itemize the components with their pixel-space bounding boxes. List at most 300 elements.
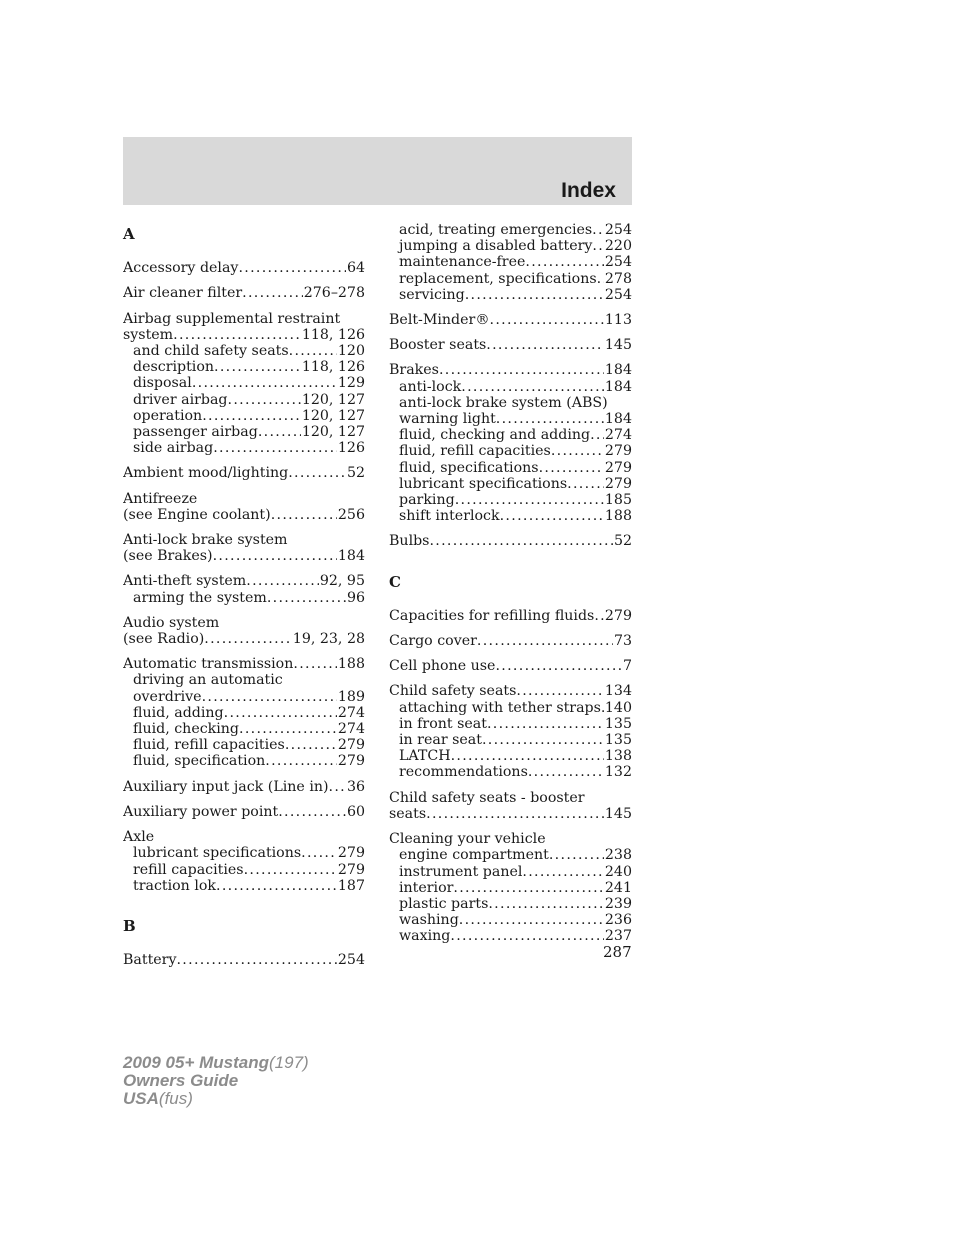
dot-leader: [239, 721, 337, 737]
entry-page-ref: 120, 127: [301, 424, 365, 441]
dot-leader: [461, 379, 604, 395]
entry-label: maintenance-free: [399, 254, 526, 271]
dot-leader: [525, 254, 604, 270]
page-number: 287: [603, 943, 632, 961]
dot-leader: [495, 658, 622, 674]
entry-label: Automatic transmission: [123, 656, 294, 673]
dot-leader: [455, 492, 604, 508]
index-subentry: [389, 912, 632, 928]
entry-page-ref: 240: [604, 863, 632, 880]
index-subentry: [123, 753, 365, 769]
entry-page-ref: 132: [604, 764, 632, 781]
entry-label: fluid, specifications: [399, 459, 539, 476]
index-entry: [123, 573, 365, 605]
index-subentry: [389, 379, 632, 395]
entry-page-ref: 96: [346, 589, 365, 606]
footer-market-code: (fus): [158, 1089, 193, 1108]
footer-guide: Owners Guide: [123, 1071, 239, 1090]
index-column-right: [389, 222, 632, 954]
index-entry: [123, 260, 365, 276]
dot-leader: [459, 912, 604, 928]
entry-label: lubricant specifications: [399, 475, 568, 492]
dot-leader: [465, 287, 604, 303]
dot-leader: [516, 683, 604, 699]
entry-label: Axle: [123, 829, 155, 846]
entry-label: Antifreeze: [123, 490, 198, 507]
dot-leader: [293, 656, 337, 672]
entry-page-ref: 19, 23, 28: [292, 631, 365, 648]
header-band: [123, 137, 632, 205]
index-subentry: [389, 880, 632, 896]
index-entry: [123, 285, 365, 301]
entry-page-ref: 135: [604, 715, 632, 732]
index-entry: [389, 312, 632, 328]
index-line: [123, 631, 365, 647]
entry-label: instrument panel: [399, 863, 523, 880]
entry-label: system: [123, 326, 174, 343]
index-subentry: [389, 287, 632, 303]
entry-page-ref: 185: [604, 492, 632, 509]
entry-page-ref: 126: [337, 440, 365, 457]
index-entry: [123, 656, 365, 769]
dot-leader: [500, 508, 604, 524]
entry-label: Booster seats: [389, 337, 487, 354]
index-entry: [123, 465, 365, 481]
dot-leader: [486, 337, 604, 353]
entry-label: Audio system: [123, 614, 220, 631]
entry-label: Cargo cover: [389, 633, 477, 650]
index-line: [123, 260, 365, 276]
dot-leader: [551, 443, 604, 459]
index-subentry: [389, 748, 632, 764]
entry-page-ref: 140: [604, 699, 632, 716]
entry-page-ref: 7: [622, 658, 632, 675]
entry-label: Ambient mood/lighting: [123, 465, 289, 482]
entry-page-ref: 36: [346, 778, 365, 795]
entry-label: Anti-theft system: [123, 573, 247, 590]
entry-page-ref: 279: [337, 737, 365, 754]
index-entry: [389, 790, 632, 822]
dot-leader: [549, 847, 604, 863]
index-entry: [123, 952, 365, 968]
entry-page-ref: 188: [337, 656, 365, 673]
entry-page-ref: 52: [613, 533, 632, 550]
index-line: [123, 804, 365, 820]
index-subentry: [123, 845, 365, 861]
dot-leader: [426, 806, 604, 822]
index-subentry: [123, 392, 365, 408]
entry-label: Air cleaner filter: [123, 285, 243, 302]
entry-label: description: [133, 359, 215, 376]
index-entry: [389, 337, 632, 353]
entry-page-ref: 118, 126: [301, 326, 365, 343]
dot-leader: [244, 862, 337, 878]
entry-label: arming the system: [133, 589, 267, 606]
index-line: [123, 507, 365, 523]
index-subentry: [123, 359, 365, 375]
index-subentry: [389, 508, 632, 524]
entry-page-ref: 135: [604, 732, 632, 749]
index-subentry: [389, 427, 632, 443]
entry-label: Bulbs: [389, 533, 430, 550]
entry-page-ref: 279: [337, 753, 365, 770]
page-title: Index: [561, 179, 616, 202]
entry-page-ref: 256: [337, 506, 365, 523]
dot-leader: [429, 533, 612, 549]
index-line: [389, 683, 632, 699]
entry-label: operation: [133, 407, 203, 424]
entry-label: Brakes: [389, 362, 439, 379]
entry-label: acid, treating emergencies: [399, 222, 593, 238]
dot-leader: [271, 507, 337, 523]
entry-page-ref: 279: [604, 443, 632, 460]
dot-leader: [228, 392, 301, 408]
footer-line: [123, 1072, 309, 1090]
dot-leader: [285, 737, 337, 753]
entry-label: replacement, specifications: [399, 270, 597, 287]
index-entry: [389, 683, 632, 780]
entry-page-ref: 238: [604, 847, 632, 864]
dot-leader: [214, 359, 301, 375]
entry-page-ref: 92, 95: [319, 573, 365, 590]
entry-page-ref: 241: [604, 879, 632, 896]
entry-page-ref: 237: [604, 928, 632, 945]
entry-label: driving an automatic: [133, 672, 283, 689]
entry-page-ref: 118, 126: [301, 359, 365, 376]
dot-leader: [439, 362, 604, 378]
entry-label: anti-lock brake system (ABS): [399, 394, 608, 411]
dot-leader: [288, 465, 346, 481]
entry-label: in rear seat: [399, 732, 482, 749]
index-column-left: [123, 222, 365, 977]
dot-leader: [567, 476, 604, 492]
index-line: [123, 615, 365, 631]
index-entry: [389, 658, 632, 674]
index-subentry: [123, 343, 365, 359]
dot-leader: [488, 896, 604, 912]
entry-label: engine compartment: [399, 847, 549, 864]
index-line: [123, 311, 365, 327]
dot-leader: [173, 327, 301, 343]
index-subentry: [123, 672, 365, 688]
dot-leader: [490, 312, 604, 328]
index-line: [123, 548, 365, 564]
entry-page-ref: 184: [604, 378, 632, 395]
dot-leader: [192, 375, 337, 391]
index-subentry: [389, 492, 632, 508]
entry-page-ref: 189: [337, 688, 365, 705]
index-subentry: [123, 375, 365, 391]
index-subentry: [389, 928, 632, 944]
dot-leader: [238, 260, 346, 276]
entry-page-ref: 120: [337, 343, 365, 360]
entry-label: washing: [399, 912, 459, 929]
index-subentry: [389, 476, 632, 492]
index-line: [123, 285, 365, 301]
dot-leader: [592, 222, 604, 238]
entry-label: traction lok: [133, 877, 216, 894]
entry-page-ref: 145: [604, 805, 632, 822]
index-subentry: [389, 411, 632, 427]
entry-label: lubricant specifications: [133, 845, 302, 862]
index-subentry: [389, 896, 632, 912]
index-subentry: [389, 732, 632, 748]
entry-page-ref: 184: [604, 362, 632, 379]
entry-label: Accessory delay: [123, 260, 239, 277]
entry-label: plastic parts: [399, 895, 489, 912]
index-line: [389, 790, 632, 806]
entry-label: in front seat: [399, 715, 487, 732]
index-line: [123, 327, 365, 343]
entry-label: Battery: [123, 952, 177, 969]
index-line: [389, 337, 632, 353]
entry-page-ref: 276–278: [303, 285, 365, 302]
entry-page-ref: 52: [346, 465, 365, 482]
entry-label: anti-lock: [399, 378, 462, 395]
index-subentry: [389, 847, 632, 863]
entry-page-ref: 184: [337, 548, 365, 565]
index-subentry: [123, 424, 365, 440]
section-letter: B: [123, 916, 136, 935]
index-line: [389, 362, 632, 378]
dot-leader: [213, 440, 337, 456]
dot-leader: [590, 427, 604, 443]
index-entry: [123, 779, 365, 795]
dot-leader: [216, 878, 337, 894]
dot-leader: [224, 705, 337, 721]
entry-label: passenger airbag: [133, 424, 258, 441]
index-line: [123, 779, 365, 795]
section-letter: A: [123, 225, 135, 243]
dot-leader: [597, 271, 604, 287]
entry-page-ref: 64: [346, 260, 365, 277]
index-line: [389, 831, 632, 847]
entry-label: fluid, checking: [133, 721, 240, 738]
entry-label: driver airbag: [133, 391, 228, 408]
footer-market: USA: [123, 1089, 159, 1108]
entry-label: side airbag: [133, 440, 214, 457]
footer-line: [123, 1090, 309, 1108]
index-line: [389, 608, 632, 624]
entry-label: attaching with tether straps: [399, 699, 601, 716]
index-subentry: [123, 440, 365, 456]
entry-label: LATCH: [399, 748, 451, 765]
entry-page-ref: 184: [604, 411, 632, 428]
entry-label: (see Radio): [123, 631, 205, 648]
entry-label: fluid, checking and adding: [399, 427, 591, 444]
entry-page-ref: 274: [337, 704, 365, 721]
index-subentry: [389, 700, 632, 716]
footer-model: 2009 05+ Mustang: [123, 1053, 269, 1072]
dot-leader: [213, 548, 337, 564]
dot-leader: [246, 573, 319, 589]
entry-page-ref: 279: [604, 459, 632, 476]
entry-label: interior: [399, 879, 454, 896]
dot-leader: [482, 732, 604, 748]
dot-leader: [202, 408, 301, 424]
index-subentry: [389, 716, 632, 732]
entry-page-ref: 279: [337, 845, 365, 862]
entry-label: jumping a disabled battery: [399, 238, 593, 255]
footer-line: [123, 1054, 309, 1072]
dot-leader: [451, 748, 604, 764]
index-subentry: [123, 878, 365, 894]
entry-label: overdrive: [133, 688, 202, 705]
dot-leader: [202, 689, 337, 705]
index-entry: [389, 831, 632, 944]
index-line: [389, 533, 632, 549]
entry-page-ref: 279: [604, 607, 632, 624]
index-subentry: [389, 254, 632, 270]
index-subentry: [123, 408, 365, 424]
index-entry: [389, 633, 632, 649]
index-subentry: [389, 460, 632, 476]
entry-page-ref: 278: [604, 270, 632, 287]
entry-page-ref: 254: [604, 222, 632, 238]
index-entry: [389, 533, 632, 549]
dot-leader: [594, 608, 604, 624]
index-subentry: [123, 737, 365, 753]
dot-leader: [450, 928, 604, 944]
dot-leader: [528, 764, 604, 780]
index-subentry: [389, 271, 632, 287]
entry-label: fluid, refill capacities: [399, 443, 551, 460]
entry-label: warning light: [399, 411, 496, 428]
entry-page-ref: 279: [337, 861, 365, 878]
dot-leader: [592, 238, 603, 254]
entry-page-ref: 254: [604, 286, 632, 303]
index-entry: [123, 615, 365, 647]
entry-label: Auxiliary input jack (Line in): [123, 778, 329, 795]
dot-leader: [278, 804, 346, 820]
index-line: [389, 312, 632, 328]
entry-page-ref: 60: [346, 803, 365, 820]
index-entry: [123, 491, 365, 523]
dot-leader: [453, 880, 603, 896]
entry-page-ref: 188: [604, 508, 632, 525]
dot-leader: [301, 845, 337, 861]
entry-label: (see Engine coolant): [123, 506, 271, 523]
entry-page-ref: 254: [337, 952, 365, 969]
index-line: [123, 491, 365, 507]
dot-leader: [539, 460, 604, 476]
entry-page-ref: 129: [337, 375, 365, 392]
dot-leader: [477, 633, 613, 649]
index-line: [123, 532, 365, 548]
entry-label: (see Brakes): [123, 548, 213, 565]
footer: [123, 1054, 309, 1108]
entry-label: Anti-lock brake system: [123, 532, 288, 549]
dot-leader: [258, 424, 301, 440]
index-subentry: [389, 864, 632, 880]
entry-page-ref: 254: [604, 254, 632, 271]
index-line: [123, 656, 365, 672]
entry-page-ref: 120, 127: [301, 391, 365, 408]
entry-page-ref: 220: [604, 238, 632, 255]
entry-page-ref: 187: [337, 877, 365, 894]
entry-label: seats: [389, 805, 427, 822]
dot-leader: [522, 864, 604, 880]
dot-leader: [496, 411, 604, 427]
index-line: [123, 952, 365, 968]
dot-leader: [176, 952, 336, 968]
index-line: [123, 573, 365, 589]
index-subentry: [389, 238, 632, 254]
entry-page-ref: 138: [604, 748, 632, 765]
entry-label: fluid, specification: [133, 753, 266, 770]
dot-leader: [289, 343, 337, 359]
entry-page-ref: 239: [604, 895, 632, 912]
entry-label: disposal: [133, 375, 192, 392]
index-line: [389, 658, 632, 674]
index-entry: [389, 608, 632, 624]
section-letter: C: [389, 572, 401, 591]
entry-label: Cleaning your vehicle: [389, 831, 546, 848]
entry-label: refill capacities: [133, 861, 244, 878]
entry-label: Child safety seats: [389, 683, 517, 700]
index-entry: [389, 362, 632, 524]
entry-page-ref: 113: [604, 312, 632, 329]
entry-label: servicing: [399, 286, 465, 303]
index-entry: [123, 829, 365, 894]
entry-page-ref: 236: [604, 912, 632, 929]
index-subentry: [389, 443, 632, 459]
dot-leader: [265, 753, 337, 769]
entry-page-ref: 120, 127: [301, 407, 365, 424]
index-entry: [123, 311, 365, 457]
entry-page-ref: 279: [604, 475, 632, 492]
dot-leader: [329, 779, 346, 795]
entry-page-ref: 274: [337, 721, 365, 738]
entry-label: fluid, adding: [133, 704, 224, 721]
index-line: [389, 806, 632, 822]
dot-leader: [487, 716, 604, 732]
entry-label: Belt-Minder®: [389, 312, 490, 329]
dot-leader: [242, 285, 303, 301]
dot-leader: [267, 590, 346, 606]
index-subentry: [123, 590, 365, 606]
entry-label: recommendations: [399, 764, 528, 781]
index-subentry: [123, 862, 365, 878]
entry-label: Child safety seats - booster: [389, 789, 585, 806]
index-line: [389, 633, 632, 649]
entry-page-ref: 274: [604, 427, 632, 444]
entry-label: shift interlock: [399, 508, 500, 525]
entry-label: fluid, refill capacities: [133, 737, 285, 754]
entry-label: and child safety seats: [133, 343, 289, 360]
dot-leader: [204, 631, 292, 647]
entry-page-ref: 145: [604, 337, 632, 354]
index-entry: [389, 222, 632, 303]
index-subentry: [123, 705, 365, 721]
index-subentry: [389, 222, 632, 238]
entry-label: Capacities for refilling fluids: [389, 607, 595, 624]
index-line: [123, 465, 365, 481]
index-line: [123, 829, 365, 845]
entry-page-ref: 73: [613, 633, 632, 650]
entry-label: Cell phone use: [389, 658, 496, 675]
entry-page-ref: 134: [604, 683, 632, 700]
index-subentry: [123, 689, 365, 705]
footer-model-code: (197): [269, 1053, 309, 1072]
entry-label: Auxiliary power point: [123, 803, 279, 820]
index-entry: [123, 532, 365, 564]
entry-label: Airbag supplemental restraint: [123, 310, 341, 327]
index-entry: [123, 804, 365, 820]
entry-label: parking: [399, 492, 455, 509]
index-subentry: [123, 721, 365, 737]
index-subentry: [389, 764, 632, 780]
